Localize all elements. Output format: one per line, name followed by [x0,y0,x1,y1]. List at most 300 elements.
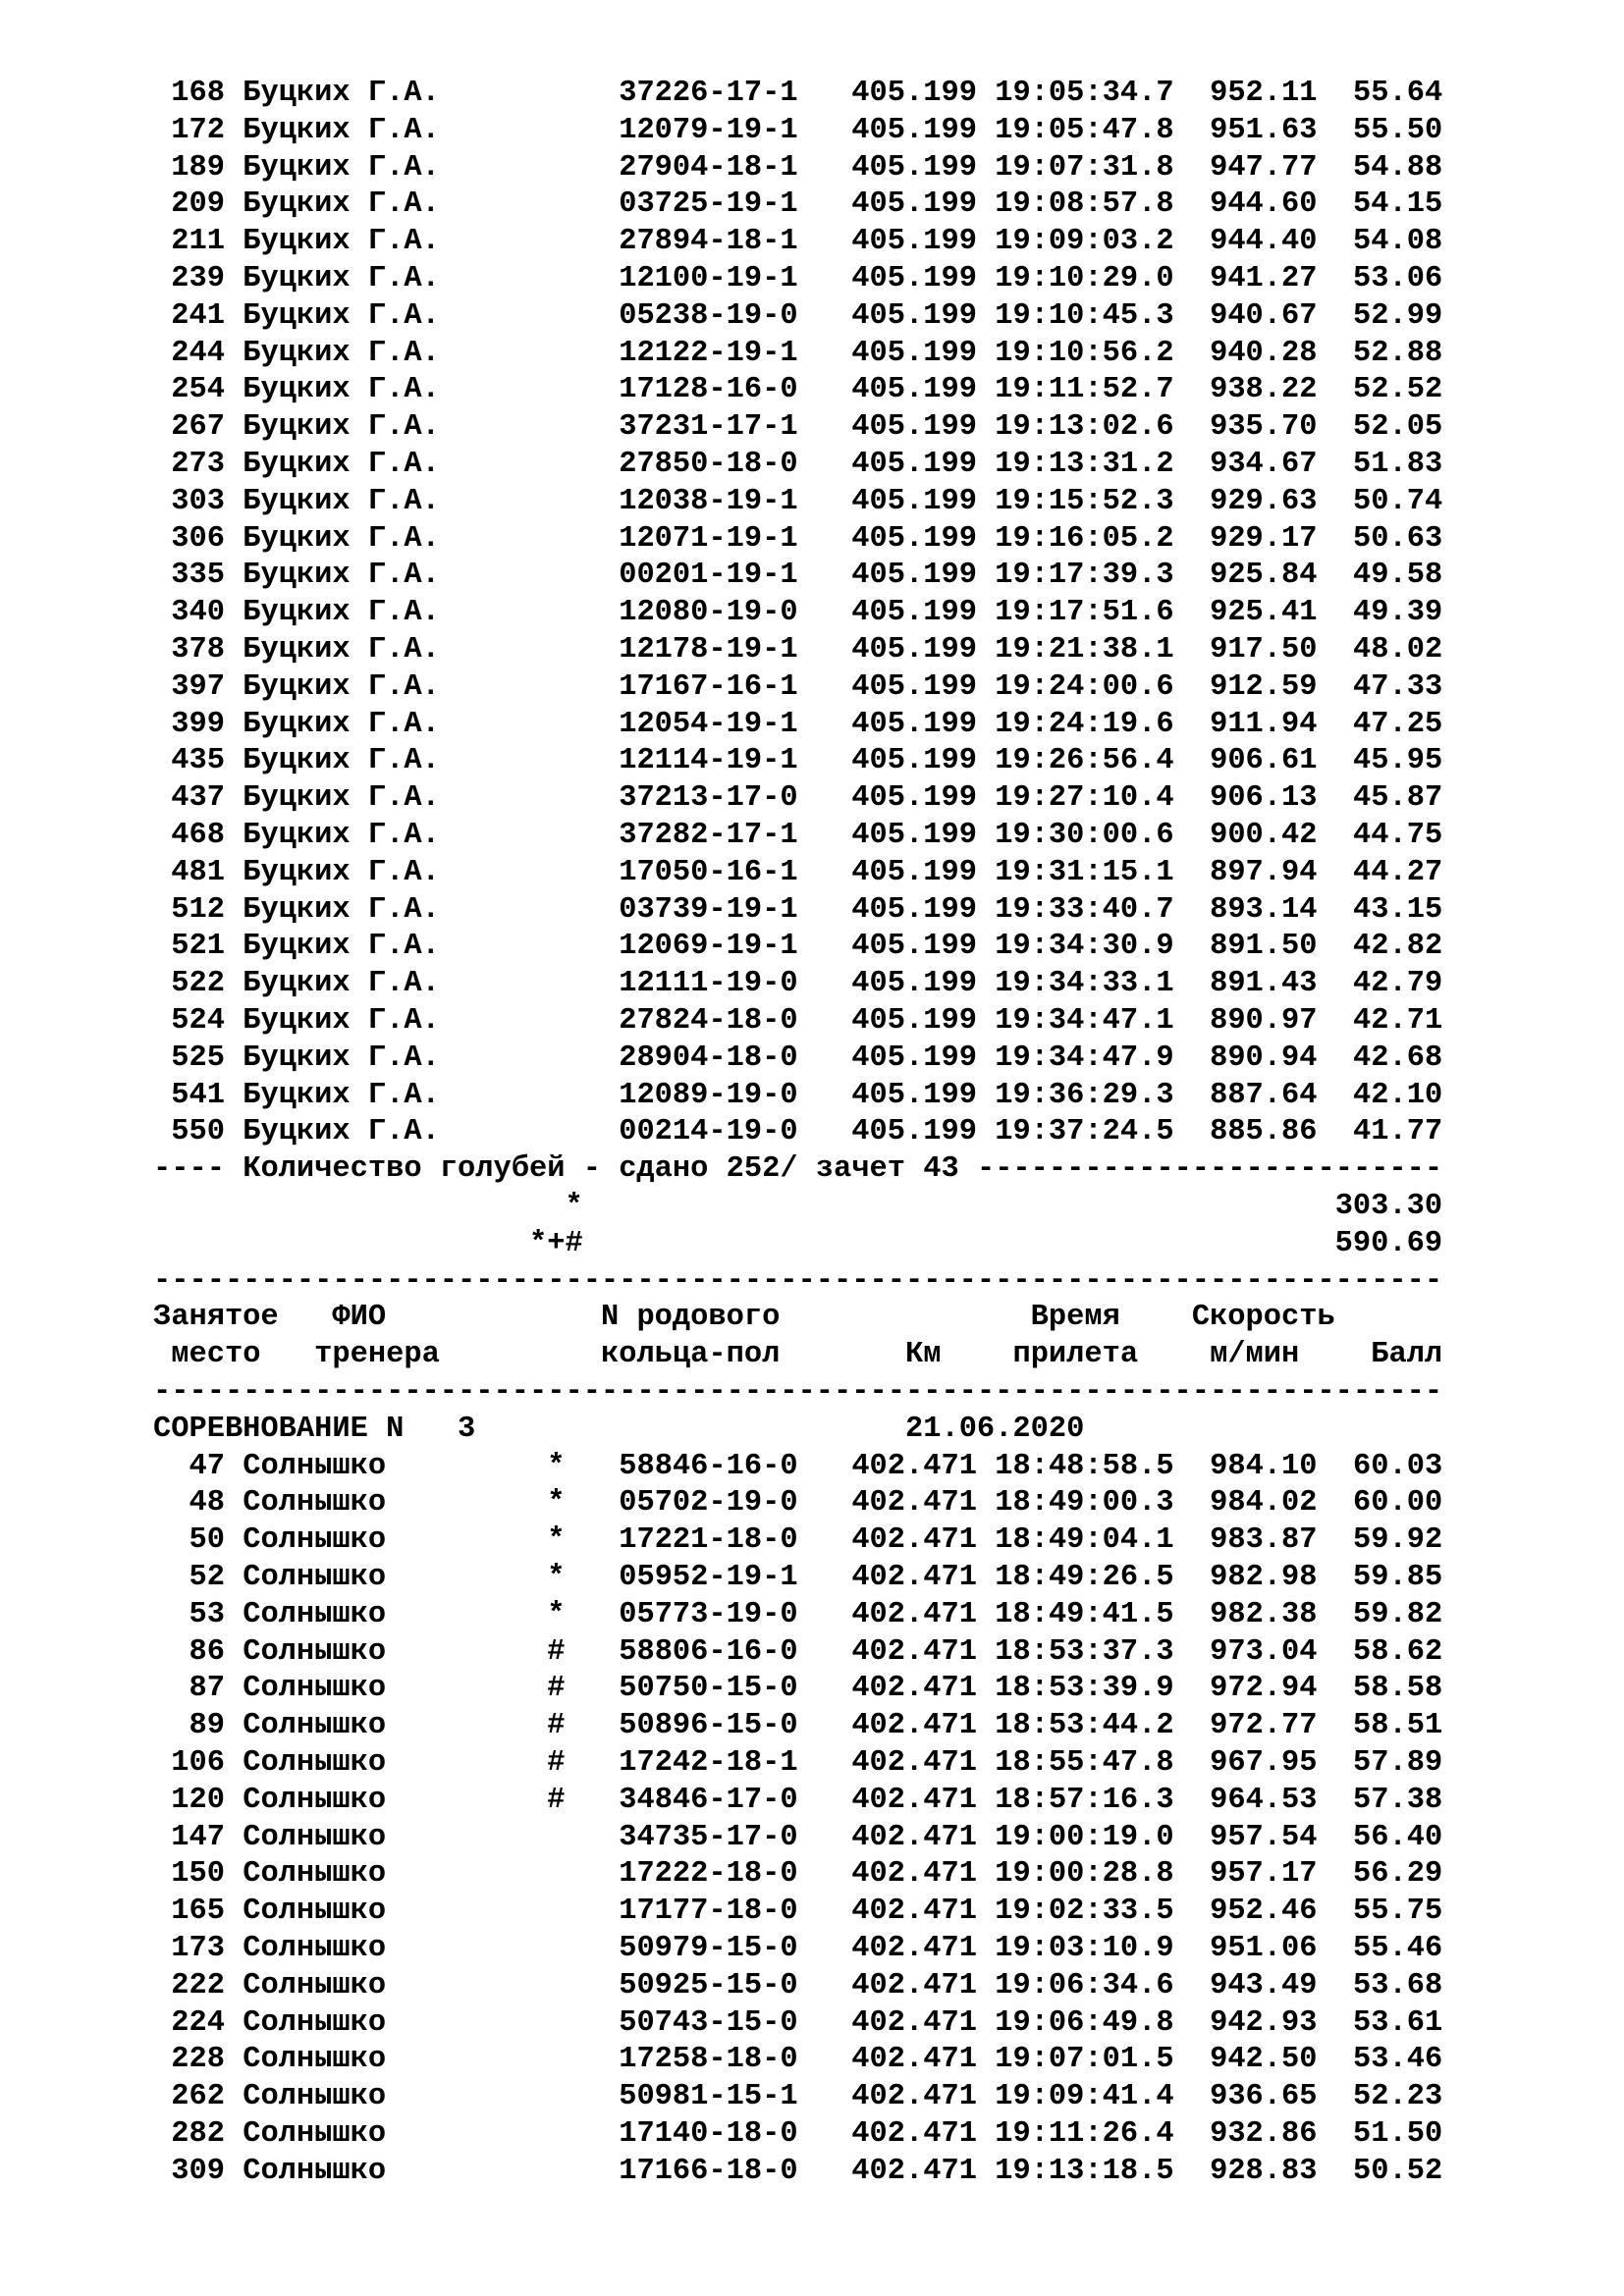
ring-cell: 12054-19-1 [619,707,798,741]
table-row [153,446,1442,483]
km-cell: 405.199 [851,150,977,185]
speed-cell: 942.93 [1191,2005,1318,2040]
place-cell: 239 [153,262,225,295]
time-cell: 19:00:19.0 [995,1820,1174,1854]
speed-cell: 984.10 [1191,1449,1318,1483]
table-row [153,223,1442,260]
place-cell: 228 [153,2043,225,2077]
speed-cell: 957.54 [1191,1820,1318,1854]
km-cell: 405.199 [851,819,977,852]
km-cell: 402.471 [851,2080,977,2114]
place-cell: 172 [153,113,225,147]
score-cell: 52.88 [1334,336,1443,370]
divider [153,1373,1442,1411]
speed-cell: 911.94 [1191,707,1318,741]
speed-cell: 944.60 [1191,187,1318,222]
km-cell: 402.471 [851,1634,977,1669]
ring-cell: 12079-19-1 [619,113,798,147]
table-row [153,779,1442,817]
time-cell: 19:33:40.7 [995,892,1174,927]
speed-cell: 982.38 [1191,1597,1318,1631]
place-cell: 89 [153,1709,225,1743]
ring-cell: 05702-19-0 [619,1486,798,1521]
km-cell: 405.199 [851,781,977,816]
speed-cell: 935.70 [1191,410,1318,445]
km-cell: 405.199 [851,336,977,370]
time-cell: 19:08:57.8 [995,187,1174,222]
speed-cell: 891.43 [1191,967,1318,1001]
speed-cell: 934.67 [1191,448,1318,481]
score-cell: 57.38 [1334,1783,1443,1817]
place-cell: 254 [153,373,225,407]
trainer-cell: Солнышко [243,1561,387,1594]
place-cell: 222 [153,1968,225,2002]
header-time: прилета [1012,1338,1139,1372]
km-cell: 405.199 [851,484,977,518]
km-cell: 402.471 [851,2043,977,2077]
place-cell: 481 [153,855,225,889]
trainer-cell: Солнышко [243,1449,387,1483]
speed-cell: 936.65 [1191,2080,1318,2114]
place-cell: 53 [153,1597,225,1631]
ring-cell: 50743-15-0 [619,2005,798,2040]
trainer-cell: Буцких Г.А. [243,559,440,593]
speed-cell: 890.94 [1191,1041,1318,1075]
speed-cell: 972.77 [1191,1709,1318,1743]
time-cell: 19:13:02.6 [995,410,1174,445]
km-cell: 402.471 [851,1783,977,1817]
ring-cell: 17242-18-1 [619,1746,798,1780]
place-cell: 340 [153,596,225,630]
place-cell: 521 [153,930,225,964]
time-cell: 18:49:41.5 [995,1597,1174,1631]
km-cell: 405.199 [851,1004,977,1038]
time-cell: 19:26:56.4 [995,744,1174,778]
table-row [153,1559,1442,1596]
header-ring: кольца-пол [600,1338,781,1372]
score-cell: 52.23 [1334,2080,1443,2114]
time-cell: 19:34:47.9 [995,1041,1174,1075]
header-ring: N родового [600,1301,781,1335]
time-cell: 19:11:26.4 [995,2117,1174,2151]
place-cell: 241 [153,298,225,333]
table-row [153,1893,1442,1930]
table-row [153,1484,1442,1522]
ring-cell: 05952-19-1 [619,1561,798,1594]
speed-cell: 951.63 [1191,113,1318,147]
trainer-cell: Буцких Г.А. [243,633,440,667]
trainer-cell: Солнышко [243,1746,387,1780]
time-cell: 19:24:00.6 [995,669,1174,704]
table-row [153,891,1442,929]
header-score: Балл [1371,1338,1443,1372]
time-cell: 19:30:00.6 [995,819,1174,852]
trainer-cell: Буцких Г.А. [243,373,440,407]
ring-cell: 05773-19-0 [619,1597,798,1631]
score-cell: 54.88 [1334,150,1443,185]
trainer-cell: Буцких Г.А. [243,187,440,222]
dash-rule: ------------------------------------------------------------------------ [153,1263,1443,1298]
trainer-cell: Буцких Г.А. [243,225,440,259]
time-cell: 19:11:52.7 [995,373,1174,407]
time-cell: 19:06:34.6 [995,1968,1174,2002]
ring-cell: 03725-19-1 [619,187,798,222]
column-header [153,1336,1442,1373]
time-cell: 19:16:05.2 [995,521,1174,556]
time-cell: 19:17:39.3 [995,559,1174,593]
time-cell: 19:03:10.9 [995,1932,1174,1965]
time-cell: 18:49:26.5 [995,1561,1174,1594]
ring-cell: 12089-19-0 [619,1078,798,1112]
table-row [153,928,1442,965]
trainer-cell: Буцких Г.А. [243,819,440,852]
place-cell: 378 [153,633,225,667]
speed-cell: 897.94 [1191,855,1318,889]
speed-cell: 938.22 [1191,373,1318,407]
trainer-cell: Солнышко [243,2117,387,2151]
km-cell: 405.199 [851,855,977,889]
speed-cell: 932.86 [1191,2117,1318,2151]
place-cell: 189 [153,150,225,185]
total-value: 590.69 [1334,1226,1443,1260]
trainer-cell: Буцких Г.А. [243,744,440,778]
ring-cell: 50896-15-0 [619,1709,798,1743]
speed-cell: 900.42 [1191,819,1318,852]
place-cell: 262 [153,2080,225,2114]
km-cell: 405.199 [851,521,977,556]
table-row [153,1448,1442,1485]
ring-cell: 17221-18-0 [619,1523,798,1558]
score-cell: 59.82 [1334,1597,1443,1631]
place-cell: 306 [153,521,225,556]
ring-cell: 27904-18-1 [619,150,798,185]
table-row [153,112,1442,149]
score-cell: 52.52 [1334,373,1443,407]
mark-cell: # [547,1634,566,1669]
total-line [153,1225,1442,1262]
table-row [153,149,1442,187]
trainer-cell: Буцких Г.А. [243,1078,440,1112]
score-cell: 47.25 [1334,707,1443,741]
table-row [153,854,1442,891]
trainer-cell: Буцких Г.А. [243,1041,440,1075]
speed-cell: 967.95 [1191,1746,1318,1780]
table-row [153,2041,1442,2078]
place-cell: 209 [153,187,225,222]
time-cell: 19:13:31.2 [995,448,1174,481]
time-cell: 19:17:51.6 [995,596,1174,630]
score-cell: 42.71 [1334,1004,1443,1038]
ring-cell: 50979-15-0 [619,1932,798,1965]
ring-cell: 12080-19-0 [619,596,798,630]
time-cell: 19:09:41.4 [995,2080,1174,2114]
score-cell: 59.92 [1334,1523,1443,1558]
km-cell: 402.471 [851,1820,977,1854]
mark-cell: * [547,1561,566,1594]
trainer-cell: Буцких Г.А. [243,781,440,816]
speed-cell: 891.50 [1191,930,1318,964]
km-cell: 405.199 [851,373,977,407]
table-row [153,2078,1442,2115]
trainer-cell: Солнышко [243,2043,387,2077]
km-cell: 405.199 [851,225,977,259]
place-cell: 86 [153,1634,225,1669]
trainer-cell: Буцких Г.А. [243,1115,440,1149]
ring-cell: 17167-16-1 [619,669,798,704]
score-cell: 55.46 [1334,1932,1443,1965]
place-cell: 435 [153,744,225,778]
km-cell: 405.199 [851,559,977,593]
score-cell: 59.85 [1334,1561,1443,1594]
km-cell: 402.471 [851,1449,977,1483]
trainer-cell: Солнышко [243,1968,387,2002]
score-cell: 41.77 [1334,1115,1443,1149]
speed-cell: 929.17 [1191,521,1318,556]
ring-cell: 27850-18-0 [619,448,798,481]
score-cell: 45.87 [1334,781,1443,816]
score-cell: 50.74 [1334,484,1443,518]
place-cell: 224 [153,2005,225,2040]
place-cell: 525 [153,1041,225,1075]
ring-cell: 58806-16-0 [619,1634,798,1669]
speed-cell: 925.84 [1191,559,1318,593]
ring-cell: 00201-19-1 [619,559,798,593]
score-cell: 49.39 [1334,596,1443,630]
km-cell: 405.199 [851,669,977,704]
score-cell: 50.52 [1334,2154,1443,2188]
place-cell: 303 [153,484,225,518]
time-cell: 19:21:38.1 [995,633,1174,667]
total-line [153,1188,1442,1225]
trainer-cell: Буцких Г.А. [243,484,440,518]
speed-cell: 942.50 [1191,2043,1318,2077]
place-cell: 541 [153,1078,225,1112]
place-cell: 267 [153,410,225,445]
place-cell: 399 [153,707,225,741]
table-row [153,1707,1442,1744]
table-row [153,631,1442,668]
time-cell: 19:34:33.1 [995,967,1174,1001]
table-row [153,1782,1442,1819]
place-cell: 335 [153,559,225,593]
section-heading [153,1411,1084,1448]
score-cell: 42.82 [1334,930,1443,964]
score-cell: 57.89 [1334,1746,1443,1780]
table-row [153,1596,1442,1633]
trainer-cell: Солнышко [243,1895,387,1929]
table-row [153,2153,1442,2190]
score-cell: 42.68 [1334,1041,1443,1075]
score-cell: 56.40 [1334,1820,1443,1854]
speed-cell: 940.67 [1191,298,1318,333]
time-cell: 19:05:34.7 [995,77,1174,110]
table-row [153,1744,1442,1782]
km-cell: 405.199 [851,262,977,295]
place-cell: 244 [153,336,225,370]
trainer-cell: Буцких Г.А. [243,596,440,630]
score-cell: 44.75 [1334,819,1443,852]
km-cell: 405.199 [851,1041,977,1075]
speed-cell: 983.87 [1191,1523,1318,1558]
place-cell: 522 [153,967,225,1001]
trainer-cell: Буцких Г.А. [243,113,440,147]
table-row [153,1967,1442,2004]
trainer-cell: Солнышко [243,2005,387,2040]
score-cell: 58.62 [1334,1634,1443,1669]
header-speed: Скорость [1191,1301,1335,1335]
trainer-cell: Солнышко [243,2080,387,2114]
trainer-cell: Буцких Г.А. [243,669,440,704]
speed-cell: 917.50 [1191,633,1318,667]
km-cell: 405.199 [851,298,977,333]
km-cell: 402.471 [851,1597,977,1631]
trainer-cell: Буцких Г.А. [243,892,440,927]
time-cell: 19:15:52.3 [995,484,1174,518]
ring-cell: 12178-19-1 [619,633,798,667]
trainer-cell: Буцких Г.А. [243,410,440,445]
km-cell: 402.471 [851,2005,977,2040]
time-cell: 18:53:39.9 [995,1672,1174,1706]
table-row [153,668,1442,706]
table-row [153,1040,1442,1077]
time-cell: 19:07:01.5 [995,2043,1174,2077]
speed-cell: 928.83 [1191,2154,1318,2188]
km-cell: 402.471 [851,2154,977,2188]
header-place: Занятое [153,1301,279,1335]
km-cell: 405.199 [851,930,977,964]
score-cell: 50.63 [1334,521,1443,556]
score-cell: 43.15 [1334,892,1443,927]
score-cell: 52.99 [1334,298,1443,333]
ring-cell: 34735-17-0 [619,1820,798,1854]
table-row [153,297,1442,335]
ring-cell: 17166-18-0 [619,2154,798,2188]
score-cell: 58.58 [1334,1672,1443,1706]
ring-cell: 12114-19-1 [619,744,798,778]
trainer-cell: Солнышко [243,1709,387,1743]
km-cell: 402.471 [851,1523,977,1558]
trainer-cell: Буцких Г.А. [243,930,440,964]
header-trainer: ФИО [332,1301,387,1335]
ring-cell: 00214-19-0 [619,1115,798,1149]
table-row [153,742,1442,779]
trainer-cell: Буцких Г.А. [243,77,440,110]
speed-cell: 984.02 [1191,1486,1318,1521]
score-cell: 54.08 [1334,225,1443,259]
score-cell: 53.68 [1334,1968,1443,2002]
table-row [153,1670,1442,1707]
section-date: 21.06.2020 [904,1412,1085,1446]
speed-cell: 925.41 [1191,596,1318,630]
ring-cell: 37282-17-1 [619,819,798,852]
score-cell: 44.27 [1334,855,1443,889]
time-cell: 19:10:29.0 [995,262,1174,295]
ring-cell: 37231-17-1 [619,410,798,445]
score-cell: 60.00 [1334,1486,1443,1521]
ring-cell: 12100-19-1 [619,262,798,295]
time-cell: 19:24:19.6 [995,707,1174,741]
speed-cell: 941.27 [1191,262,1318,295]
place-cell: 120 [153,1783,225,1817]
score-cell: 55.75 [1334,1895,1443,1929]
score-cell: 52.05 [1334,410,1443,445]
ring-cell: 34846-17-0 [619,1783,798,1817]
ring-cell: 12122-19-1 [619,336,798,370]
place-cell: 48 [153,1486,225,1521]
trainer-cell: Буцких Г.А. [243,967,440,1001]
table-row [153,408,1442,446]
ring-cell: 17258-18-0 [619,2043,798,2077]
ring-cell: 17128-16-0 [619,373,798,407]
mark-cell: * [547,1597,566,1631]
summary-text: Количество голубей - сдано 252/ зачет 43 [243,1152,959,1187]
time-cell: 19:05:47.8 [995,113,1174,147]
km-cell: 405.199 [851,77,977,110]
trainer-cell: Буцких Г.А. [243,1004,440,1038]
speed-cell: 940.28 [1191,336,1318,370]
header-place: место [171,1338,261,1372]
table-row [153,1855,1442,1893]
score-cell: 51.83 [1334,448,1443,481]
trainer-cell: Солнышко [243,1634,387,1669]
place-cell: 468 [153,819,225,852]
place-cell: 150 [153,1857,225,1892]
speed-cell: 951.06 [1191,1932,1318,1965]
table-row [153,1633,1442,1671]
mark-cell: * [547,1486,566,1521]
km-cell: 402.471 [851,1672,977,1706]
divider [153,1262,1442,1300]
ring-cell: 50750-15-0 [619,1672,798,1706]
speed-cell: 982.98 [1191,1561,1318,1594]
time-cell: 19:37:24.5 [995,1115,1174,1149]
ring-cell: 05238-19-0 [619,298,798,333]
km-cell: 405.199 [851,410,977,445]
km-cell: 402.471 [851,1968,977,2002]
speed-cell: 912.59 [1191,669,1318,704]
score-cell: 48.02 [1334,633,1443,667]
place-cell: 173 [153,1932,225,1965]
speed-cell: 944.40 [1191,225,1318,259]
score-cell: 49.58 [1334,559,1443,593]
ring-cell: 27894-18-1 [619,225,798,259]
place-cell: 47 [153,1449,225,1483]
trainer-cell: Буцких Г.А. [243,262,440,295]
time-cell: 18:48:58.5 [995,1449,1174,1483]
speed-cell: 952.11 [1191,77,1318,110]
table-row [153,594,1442,631]
table-row [153,1077,1442,1114]
place-cell: 87 [153,1672,225,1706]
total-marker: *+# [528,1226,583,1260]
km-cell: 405.199 [851,113,977,147]
trainer-cell: Буцких Г.А. [243,707,440,741]
mark-cell: # [547,1672,566,1706]
trainer-cell: Солнышко [243,1857,387,1892]
trainer-cell: Буцких Г.А. [243,448,440,481]
ring-cell: 17050-16-1 [619,855,798,889]
time-cell: 18:57:16.3 [995,1783,1174,1817]
place-cell: 168 [153,77,225,110]
speed-cell: 906.13 [1191,781,1318,816]
mark-cell: # [547,1783,566,1817]
table-row [153,817,1442,854]
place-cell: 437 [153,781,225,816]
table-row [153,75,1442,112]
ring-cell: 58846-16-0 [619,1449,798,1483]
km-cell: 405.199 [851,1078,977,1112]
time-cell: 19:00:28.8 [995,1857,1174,1892]
